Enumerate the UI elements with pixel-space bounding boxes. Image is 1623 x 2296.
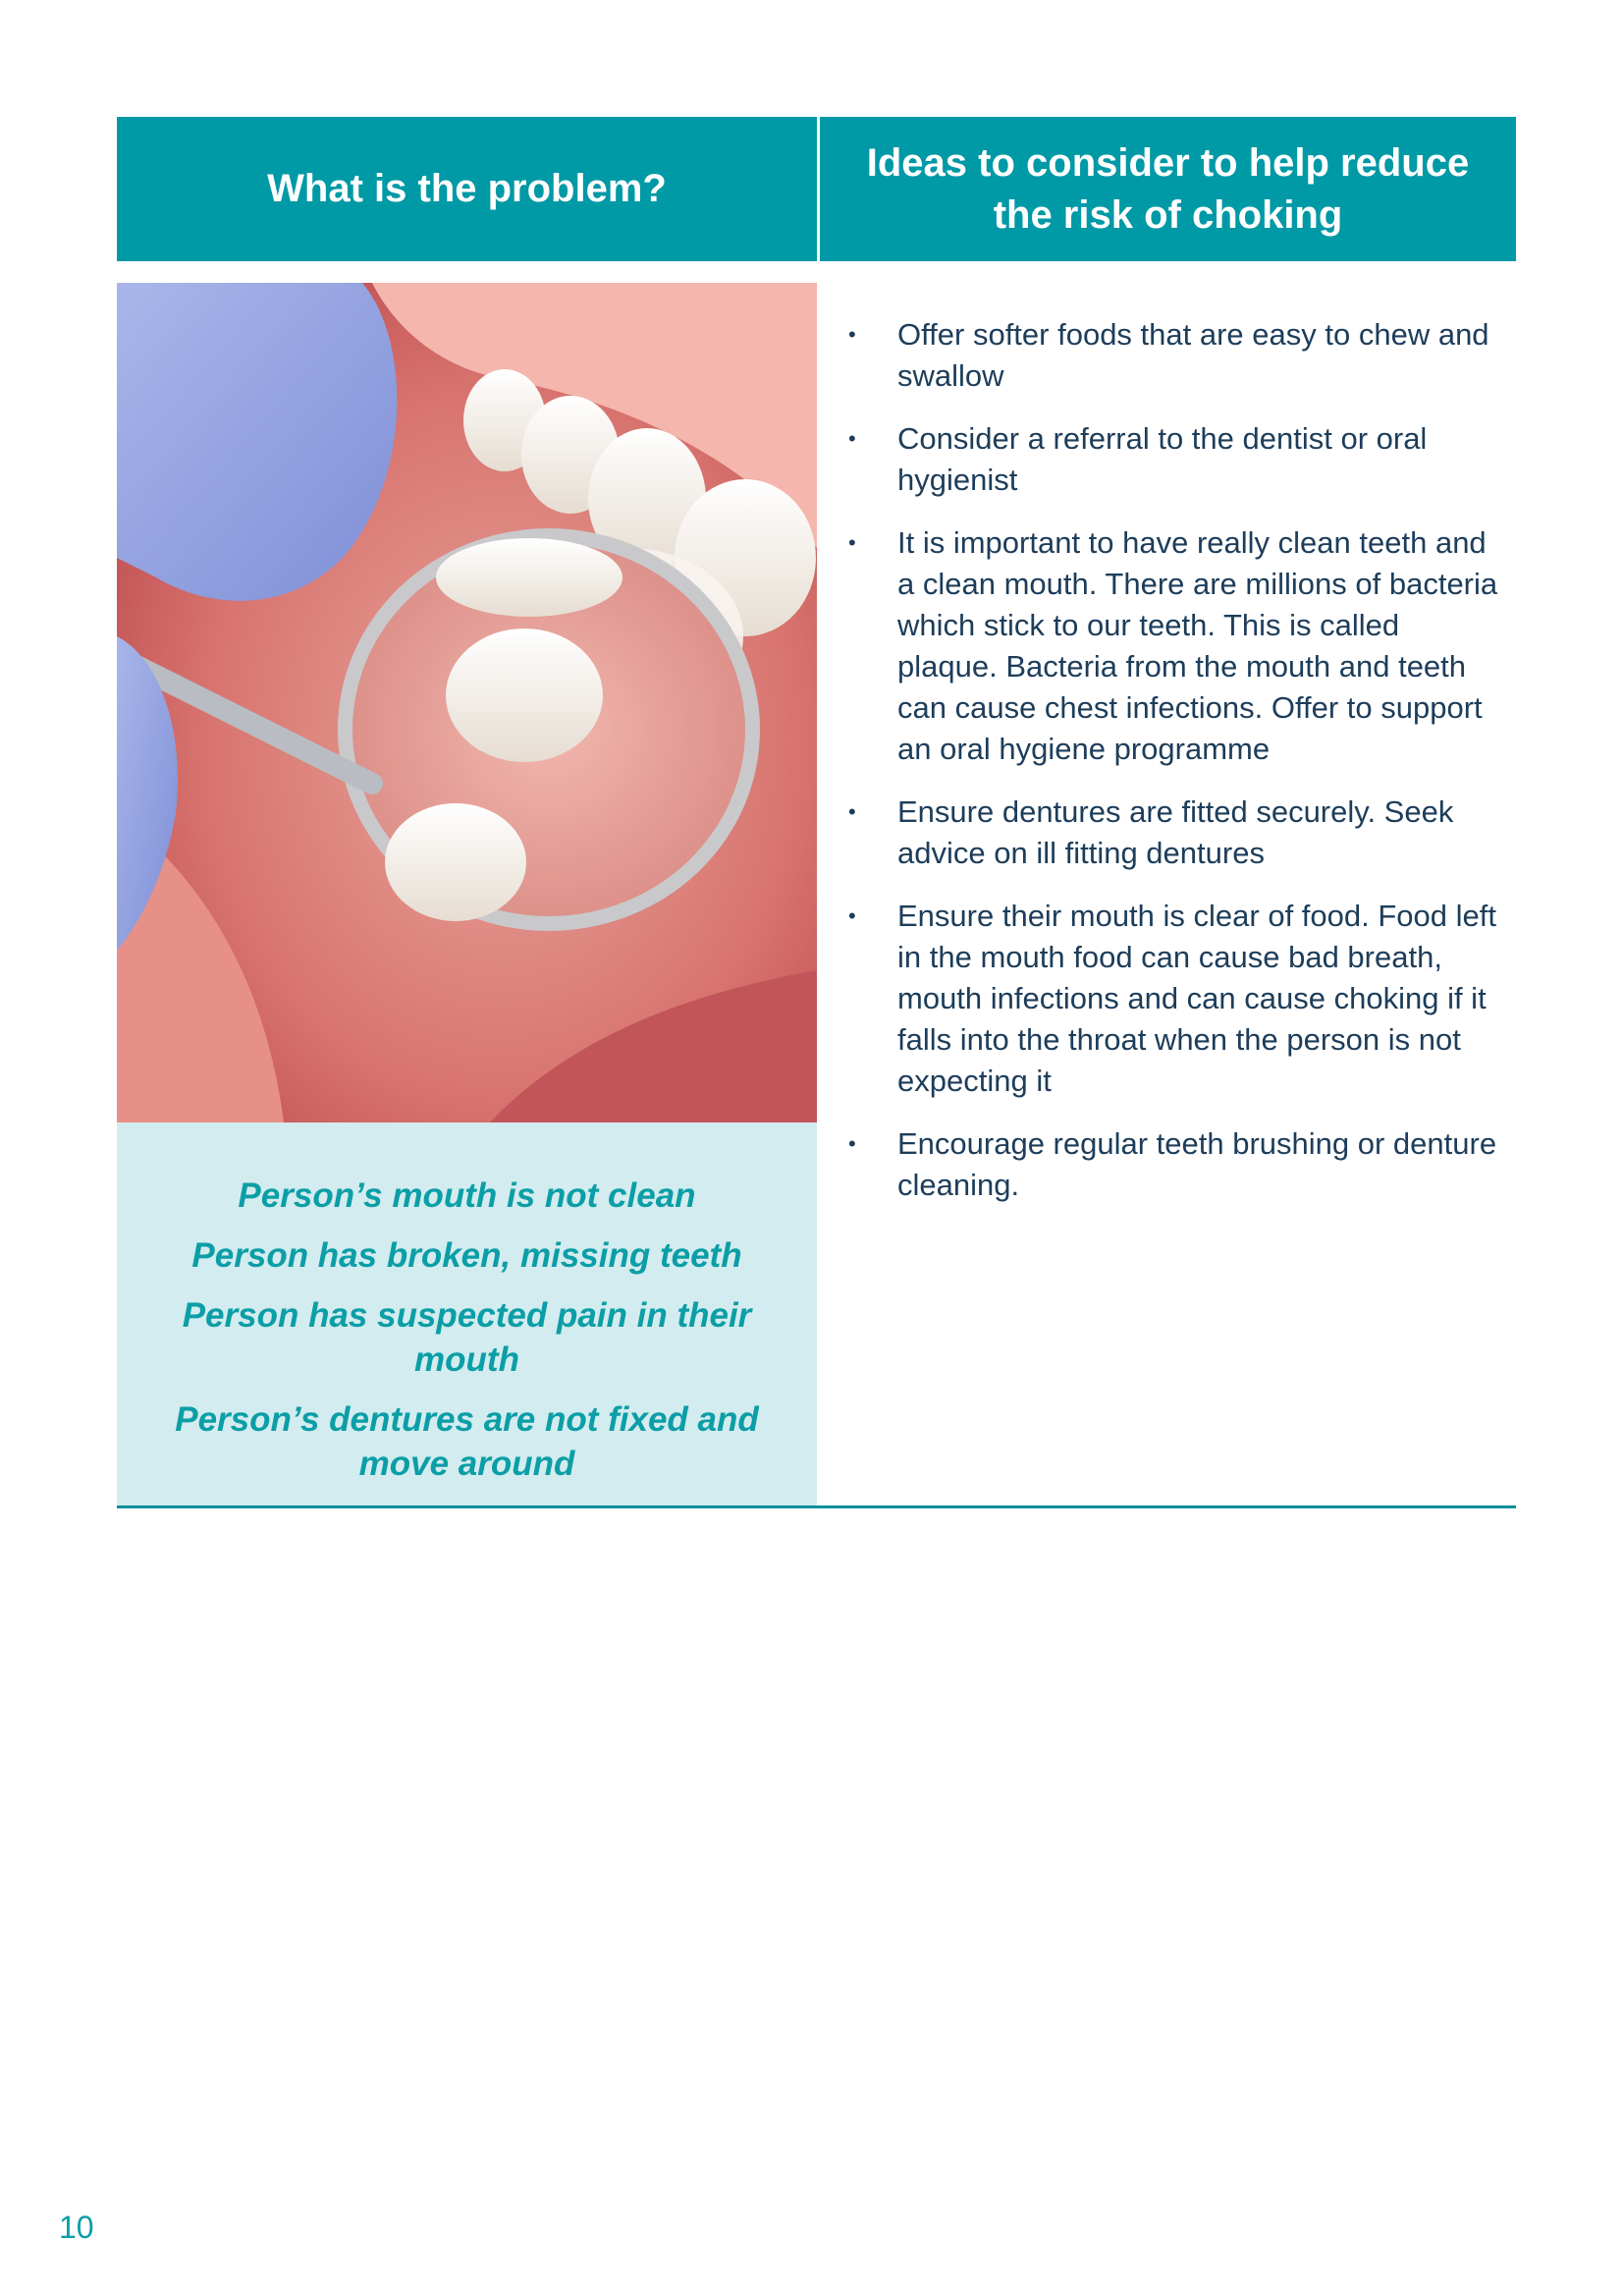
idea-text: Ensure dentures are fitted securely. Seek advice on ill fitting dentures [897, 794, 1454, 870]
list-item [840, 522, 1498, 770]
dental-examination-photo [117, 283, 817, 1122]
bullet-icon: • [848, 903, 856, 928]
list-item [840, 896, 1498, 1102]
bullet-icon: • [848, 1131, 856, 1156]
idea-text: Ensure their mouth is clear of food. Food left in the mouth food can cause bad breath, mouth infections and can cause choking if it falls into the throat when the person is not expecting it [897, 899, 1496, 1098]
idea-text: Offer softer foods that are easy to chew and swallow [897, 317, 1489, 393]
problem-item: Person has broken, missing teeth [191, 1236, 742, 1275]
bullet-icon: • [848, 426, 856, 451]
list-item [840, 1123, 1498, 1206]
idea-text: Consider a referral to the dentist or oral hygienist [897, 421, 1428, 497]
list-item [840, 314, 1498, 397]
problem-list [117, 1122, 817, 1505]
page-number: 10 [59, 2210, 94, 2245]
bullet-icon: • [848, 322, 856, 347]
list-item [840, 418, 1498, 501]
idea-text: It is important to have really clean teeth and a clean mouth. There are millions of bacteria which stick to our teeth. This is called plaque. Bacteria from the mouth and teeth can cause chest infections. Offer to support an oral hygiene programme [897, 525, 1498, 766]
problem-item: Person’s mouth is not clean [238, 1176, 696, 1215]
problem-column-header [117, 117, 817, 261]
bullet-icon: • [848, 799, 856, 824]
ideas-column-title: Ideas to consider to help reduce the risk of choking [866, 140, 1470, 237]
list-item [840, 792, 1498, 874]
problem-item: Person’s dentures are not fixed and move around [175, 1400, 759, 1483]
table-bottom-divider [117, 1505, 1516, 1508]
ideas-list [840, 314, 1498, 1228]
table-header [117, 117, 1516, 261]
idea-text: Encourage regular teeth brushing or denture cleaning. [897, 1126, 1497, 1202]
problem-column [117, 283, 817, 1505]
problem-column-title: What is the problem? [267, 167, 667, 210]
problem-item: Person has suspected pain in their mouth [182, 1296, 752, 1379]
ideas-column-header [820, 117, 1516, 261]
bullet-icon: • [848, 530, 856, 555]
